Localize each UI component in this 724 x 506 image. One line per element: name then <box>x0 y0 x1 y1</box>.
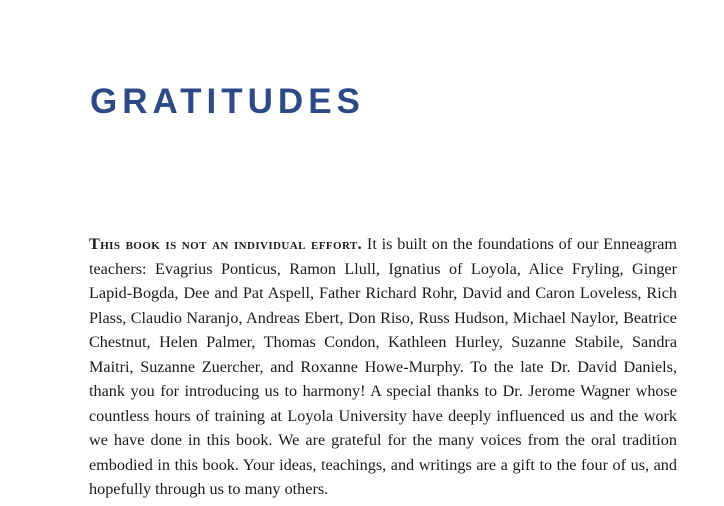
gratitudes-paragraph <box>89 232 677 502</box>
paragraph-lead-in: This book is not an individual effort. <box>89 235 363 253</box>
paragraph-body: It is built on the foundations of our Enneagram teachers: Evagrius Ponticus, Ramon Llull, Ignatius of Loyola, Alice Fryling, Ginger Lapid-Bogda, Dee and Pat Aspell, Father Richard Rohr, David and Caron Loveless, Rich Plass, Claudio Naranjo, Andreas Ebert, Don Riso, Russ Hudson, Michael Naylor, Beatrice Chestnut, Helen Palmer, Thomas Condon, Kathleen Hurley, Suzanne Stabile, Sandra Maitri, Suzanne Zuercher, and Roxanne Howe-Murphy. To the late Dr. David Daniels, thank you for introducing us to harmony! A special thanks to Dr. Jerome Wagner whose countless hours of training at Loyola University have deeply influenced us and the work we have done in this book. We are grateful for the many voices from the oral tradition embodied in this book. Your ideas, teachings, and writings are a gift to the four of us, and hopefully through us to many others. <box>89 235 677 498</box>
page-title: GRATITUDES <box>90 82 365 121</box>
